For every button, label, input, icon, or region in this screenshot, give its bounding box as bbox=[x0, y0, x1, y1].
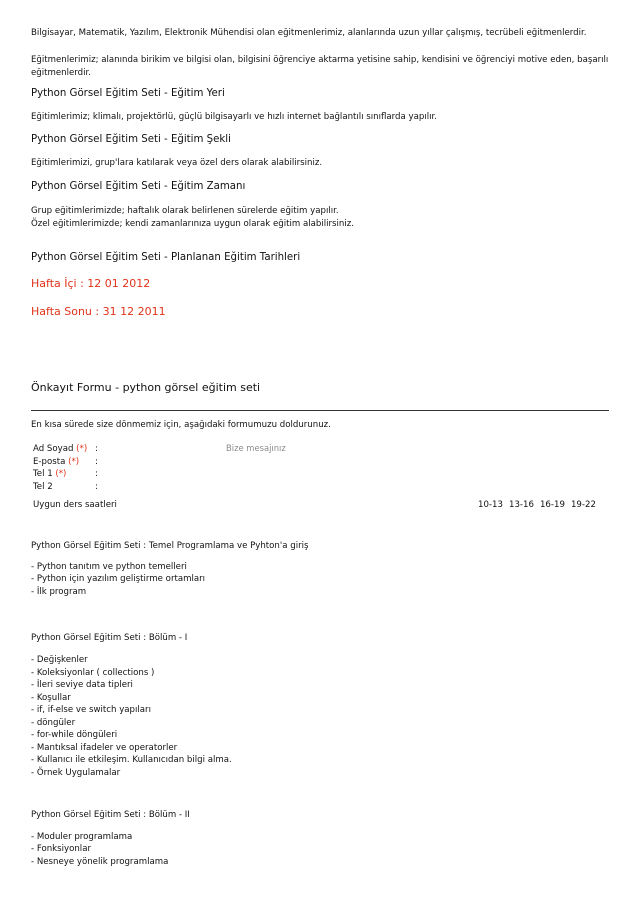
intro-line: eğitmenlerdir. bbox=[31, 68, 91, 78]
section-heading: Python Görsel Eğitim Seti - Eğitim Şekli bbox=[31, 134, 231, 145]
curriculum-item: - İleri seviye data tipleri bbox=[31, 680, 133, 690]
field-label-name[interactable]: Ad Soyad (*) bbox=[33, 444, 88, 454]
intro-line: Bilgisayar, Matematik, Yazılım, Elektronik Mühendisi olan eğitmenlerimiz, alanlarında uzun yıllar çalışmış, tecrübeli eğitmenlerdir. bbox=[31, 28, 587, 38]
field-label-tel2[interactable]: Tel 2 bbox=[33, 482, 53, 492]
form-divider bbox=[31, 410, 609, 411]
curriculum-item: - Koşullar bbox=[31, 693, 71, 703]
required-mark: (*) bbox=[76, 444, 88, 454]
hour-option[interactable]: 16-19 bbox=[539, 500, 565, 510]
section-heading: Python Görsel Eğitim Seti - Eğitim Zamanı bbox=[31, 181, 246, 192]
field-colon: : bbox=[95, 482, 98, 492]
field-colon: : bbox=[95, 469, 98, 479]
required-mark: (*) bbox=[68, 457, 80, 467]
curriculum-item: - Koleksiyonlar ( collections ) bbox=[31, 668, 155, 678]
curriculum-item: - Örnek Uygulamalar bbox=[31, 768, 121, 778]
form-title: Önkayıt Formu - python görsel eğitim seti bbox=[31, 381, 261, 394]
weekend-date: Hafta Sonu : 31 12 2011 bbox=[31, 305, 166, 318]
curriculum-item: - Mantıksal ifadeler ve operatorler bbox=[31, 743, 178, 753]
required-mark: (*) bbox=[55, 469, 67, 479]
section-text: Özel eğitimlerimizde; kendi zamanlarınıza uygun olarak eğitim alabilirsiniz. bbox=[31, 219, 354, 229]
curriculum-item: - döngüler bbox=[31, 718, 76, 728]
weekday-date: Hafta İçi : 12 01 2012 bbox=[31, 277, 151, 290]
field-colon: : bbox=[95, 457, 98, 467]
hour-option[interactable]: 19-22 bbox=[570, 500, 596, 510]
curriculum-item: - for-while döngüleri bbox=[31, 730, 118, 740]
section-text: Eğitimlerimiz; klimalı, projektörlü, güçlü bilgisayarlı ve hızlı internet bağlantılı sınıflarda yapılır. bbox=[31, 112, 437, 122]
section-heading: Python Görsel Eğitim Seti - Planlanan Eğitim Tarihleri bbox=[31, 252, 301, 263]
field-colon: : bbox=[95, 444, 98, 454]
message-textarea[interactable]: Bize mesajınız bbox=[226, 443, 286, 453]
curriculum-item: - Kullanıcı ile etkileşim. Kullanıcıdan bilgi alma. bbox=[31, 755, 232, 765]
hour-option[interactable]: 10-13 bbox=[478, 500, 503, 510]
curriculum-title: Python Görsel Eğitim Seti : Temel Programlama ve Pyhton'a giriş bbox=[31, 541, 309, 551]
curriculum-item: - Nesneye yönelik programlama bbox=[31, 857, 169, 867]
hours-label: Uygun ders saatleri bbox=[33, 500, 117, 510]
curriculum-item: - Fonksiyonlar bbox=[31, 844, 91, 854]
intro-line: Eğitmenlerimiz; alanında birikim ve bilgisi olan, bilgisini öğrenciye aktarma yetisine sahip, kendisini ve öğrenciyi motive eden, başarılı bbox=[31, 55, 609, 65]
curriculum-title: Python Görsel Eğitim Seti : Bölüm - II bbox=[31, 810, 190, 820]
field-label-email[interactable]: E-posta (*) bbox=[33, 457, 80, 467]
curriculum-title: Python Görsel Eğitim Seti : Bölüm - I bbox=[31, 633, 188, 643]
form-intro: En kısa sürede size dönmemiz için, aşağıdaki formumuzu doldurunuz. bbox=[31, 420, 331, 430]
curriculum-item: - Python için yazılım geliştirme ortamları bbox=[31, 574, 206, 584]
hour-option[interactable]: 13-16 bbox=[508, 500, 534, 510]
curriculum-item: - Python tanıtım ve python temelleri bbox=[31, 562, 187, 572]
hours-options bbox=[478, 500, 596, 510]
curriculum-item: - Moduler programlama bbox=[31, 832, 133, 842]
field-label-tel1[interactable]: Tel 1 (*) bbox=[33, 469, 67, 479]
section-text: Eğitimlerimizi, grup'lara katılarak veya özel ders olarak alabilirsiniz. bbox=[31, 158, 323, 168]
section-heading: Python Görsel Eğitim Seti - Eğitim Yeri bbox=[31, 88, 225, 99]
curriculum-item: - if, if-else ve switch yapıları bbox=[31, 705, 151, 715]
section-text: Grup eğitimlerimizde; haftalık olarak belirlenen sürelerde eğitim yapılır. bbox=[31, 206, 339, 216]
curriculum-item: - İlk program bbox=[31, 587, 87, 597]
curriculum-item: - Değişkenler bbox=[31, 655, 88, 665]
